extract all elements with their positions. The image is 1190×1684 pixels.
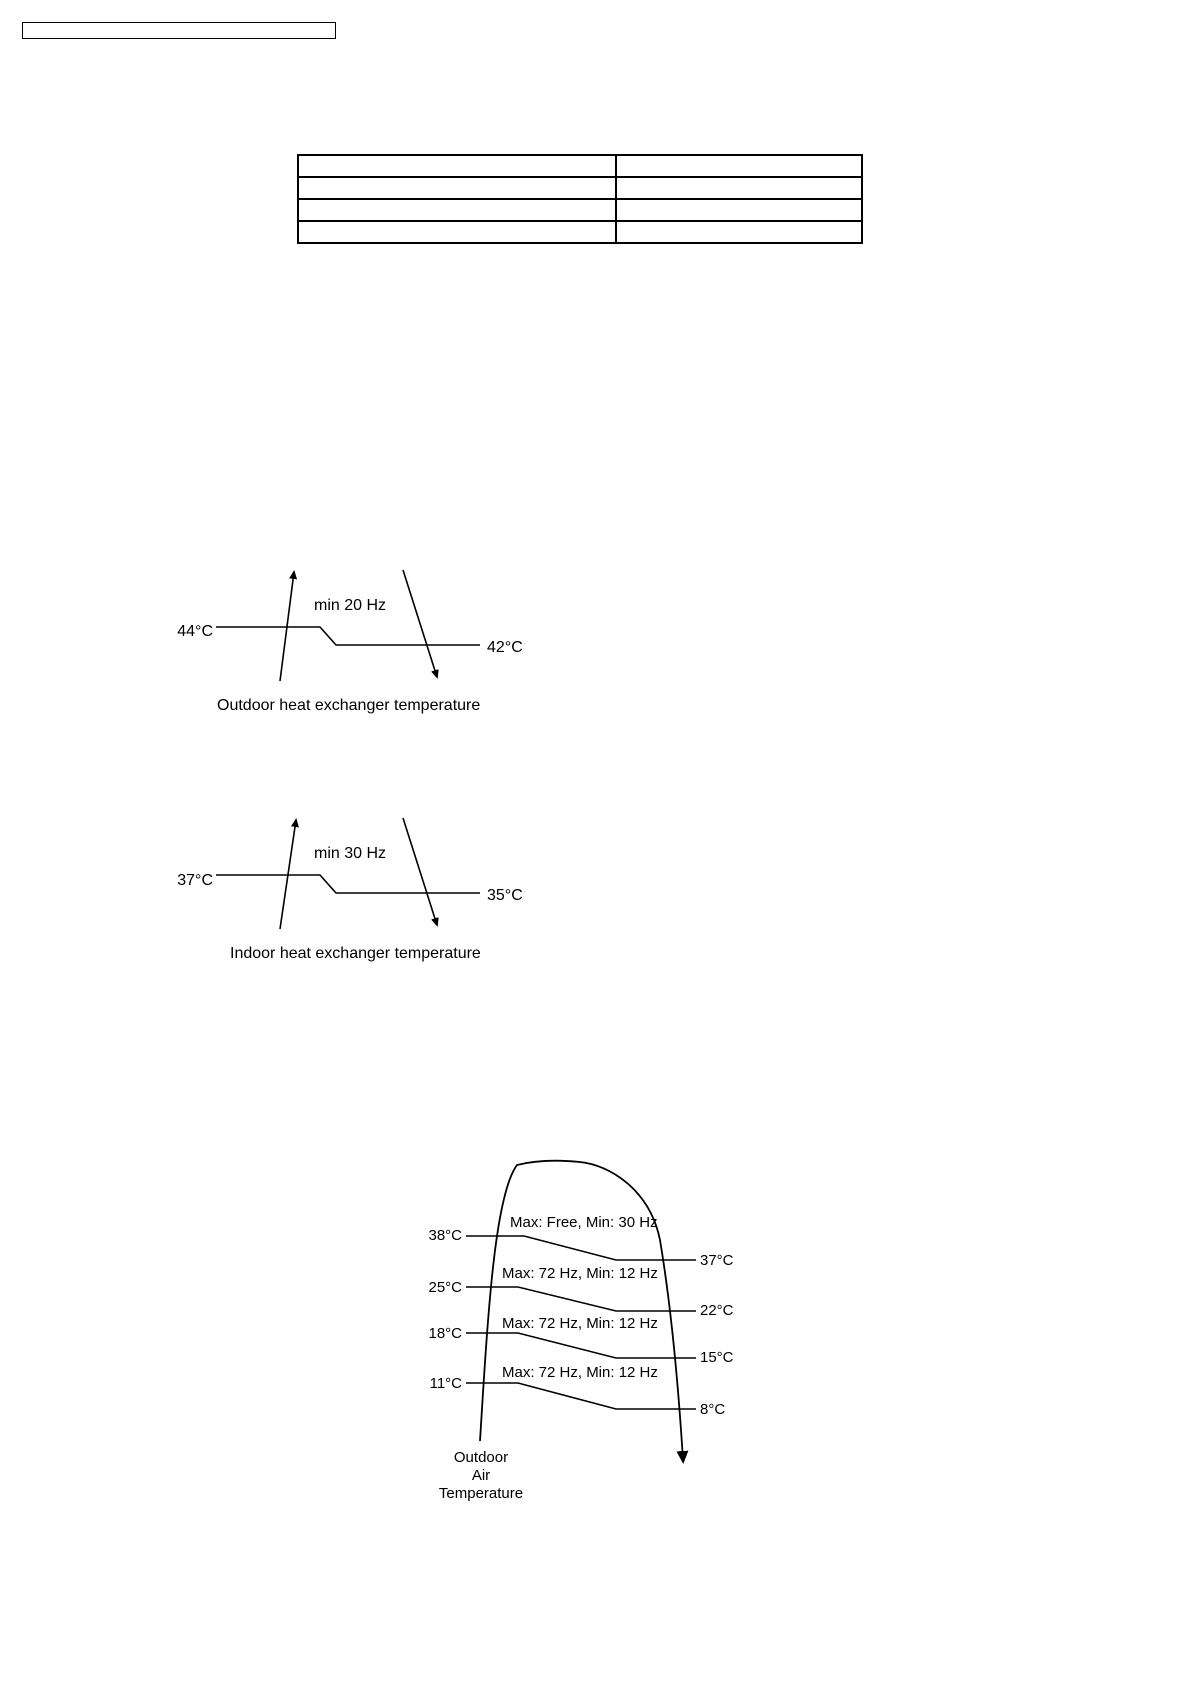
falling-arrow xyxy=(403,818,437,925)
frequency-label: min 30 Hz xyxy=(314,845,387,862)
band-frequency-label: Max: Free, Min: 30 Hz xyxy=(510,1214,658,1231)
lower-temp-label: 42°C xyxy=(487,639,523,656)
band-left-temp: 11°C xyxy=(429,1375,462,1392)
caption-line: Outdoor xyxy=(453,1449,509,1466)
band-line-2 xyxy=(466,1287,696,1311)
band-frequency-label: Max: 72 Hz, Min: 12 Hz xyxy=(502,1364,658,1381)
band-right-temp: 22°C xyxy=(700,1302,734,1319)
band-left-temp: 18°C xyxy=(428,1325,462,1342)
band-frequency-label: Max: 72 Hz, Min: 12 Hz xyxy=(502,1265,658,1282)
caption-line: Temperature xyxy=(438,1485,524,1502)
outdoor-air-diagram xyxy=(428,1161,733,1502)
band-right-temp: 15°C xyxy=(700,1349,734,1366)
band-line-4 xyxy=(466,1383,696,1409)
band-frequency-label: Max: 72 Hz, Min: 12 Hz xyxy=(502,1315,658,1332)
threshold-line xyxy=(216,627,480,645)
band-right-temp: 8°C xyxy=(700,1401,726,1418)
diagram-caption: Outdoor heat exchanger temperature xyxy=(217,697,481,714)
upper-temp-label: 44°C xyxy=(177,623,213,640)
indoor-hysteresis-diagram xyxy=(177,818,523,962)
diagram-caption: Indoor heat exchanger temperature xyxy=(230,945,481,962)
band-left-temp: 25°C xyxy=(428,1279,462,1296)
threshold-line xyxy=(216,875,480,893)
frequency-label: min 20 Hz xyxy=(314,597,387,614)
band-right-temp: 37°C xyxy=(700,1252,734,1269)
outdoor-hysteresis-diagram xyxy=(177,570,523,714)
band-left-temp: 38°C xyxy=(428,1227,462,1244)
band-line-3 xyxy=(466,1333,696,1358)
lower-temp-label: 35°C xyxy=(487,887,523,904)
caption-line: Air xyxy=(471,1467,491,1484)
falling-arrow xyxy=(403,570,437,677)
upper-temp-label: 37°C xyxy=(177,872,213,889)
